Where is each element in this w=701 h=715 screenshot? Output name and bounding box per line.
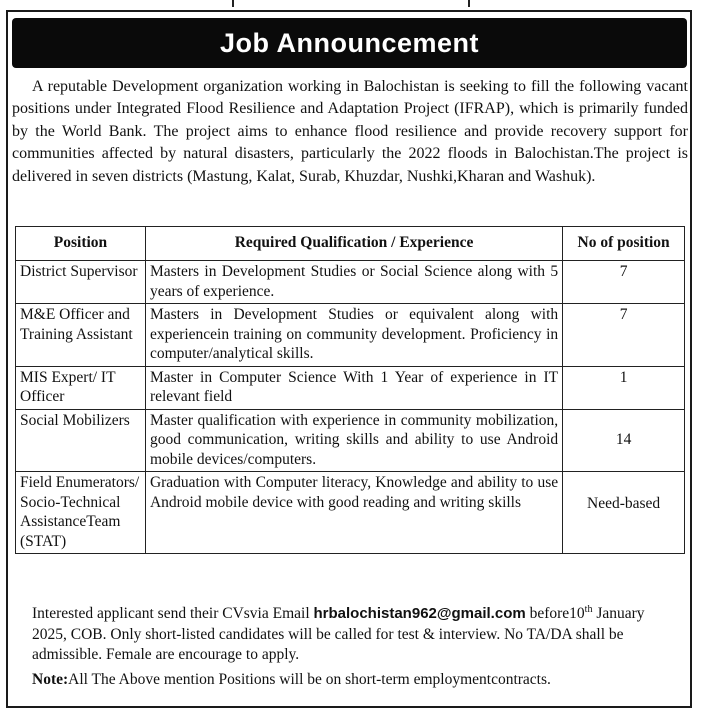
- position-cell: Social Mobilizers: [16, 409, 146, 472]
- table-row: [16, 261, 685, 304]
- table-row: [16, 409, 685, 472]
- header-count: No of position: [563, 227, 685, 261]
- edge-tick: [468, 0, 470, 7]
- count-cell: Need-based: [563, 472, 685, 554]
- table-row: [16, 366, 685, 409]
- apply-prefix: Interested applicant send their CVsvia Email: [32, 605, 314, 622]
- note-paragraph: [32, 670, 677, 691]
- title-banner: [12, 18, 687, 68]
- contact-email[interactable]: hrbalochistan962@gmail.com: [313, 605, 526, 622]
- qualification-cell: Master in Computer Science With 1 Year of experience in IT relevant field: [145, 366, 562, 409]
- top-edge-marks: [0, 0, 701, 8]
- count-cell: 14: [563, 409, 685, 472]
- page-title: Job Announcement: [219, 27, 479, 58]
- count-cell: 1: [563, 366, 685, 409]
- positions-table: [15, 226, 685, 554]
- apply-rest: January 2025, COB. Only short-listed candidates will be called for test & interview. No TA/DA shall be admissible. Female are encourage to apply.: [32, 605, 645, 663]
- edge-tick: [232, 0, 234, 7]
- table-row: [16, 304, 685, 367]
- header-qualification: Required Qualification / Experience: [145, 227, 562, 261]
- apply-before: before10: [525, 605, 585, 622]
- table-row: [16, 472, 685, 554]
- intro-paragraph: A reputable Development organization working in Balochistan is seeking to fill the following vacant positions under Integrated Flood Resilience and Adaptation Project (IFRAP), which is primarily funded by the World Bank. The project aims to enhance flood resilience and provide recovery support for communities affected by natural disasters, particularly the 2022 floods in Balochistan.The project is delivered in seven districts (Mastung, Kalat, Surab, Khuzdar, Nushki,Kharan and Washuk).: [12, 78, 688, 185]
- qualification-cell: Graduation with Computer literacy, Knowledge and ability to use Android mobile device with good reading and writing skills: [145, 472, 562, 554]
- qualification-cell: Master qualification with experience in community mobilization, good communication, writing skills and ability to use Android mobile devices/computers.: [145, 409, 562, 472]
- table-header-row: [16, 227, 685, 261]
- date-suffix: th: [584, 603, 593, 615]
- count-cell: 7: [563, 304, 685, 367]
- position-cell: District Supervisor: [16, 261, 146, 304]
- position-cell: MIS Expert/ IT Officer: [16, 366, 146, 409]
- apply-paragraph: [32, 604, 677, 666]
- position-cell: M&E Officer and Training Assistant: [16, 304, 146, 367]
- note-label: Note:: [32, 670, 69, 688]
- qualification-cell: Masters in Development Studies or equivalent along with experiencein training on community development. Proficiency in computer/analytical skills.: [145, 304, 562, 367]
- count-cell: 7: [563, 261, 685, 304]
- header-position: Position: [16, 227, 146, 261]
- application-instructions: [32, 604, 677, 690]
- qualification-cell: Masters in Development Studies or Social Science along with 5 years of experience.: [145, 261, 562, 304]
- position-cell: Field Enumerators/ Socio-Technical AssistanceTeam (STAT): [16, 472, 146, 554]
- note-text: All The Above mention Positions will be on short-term employmentcontracts.: [68, 670, 551, 688]
